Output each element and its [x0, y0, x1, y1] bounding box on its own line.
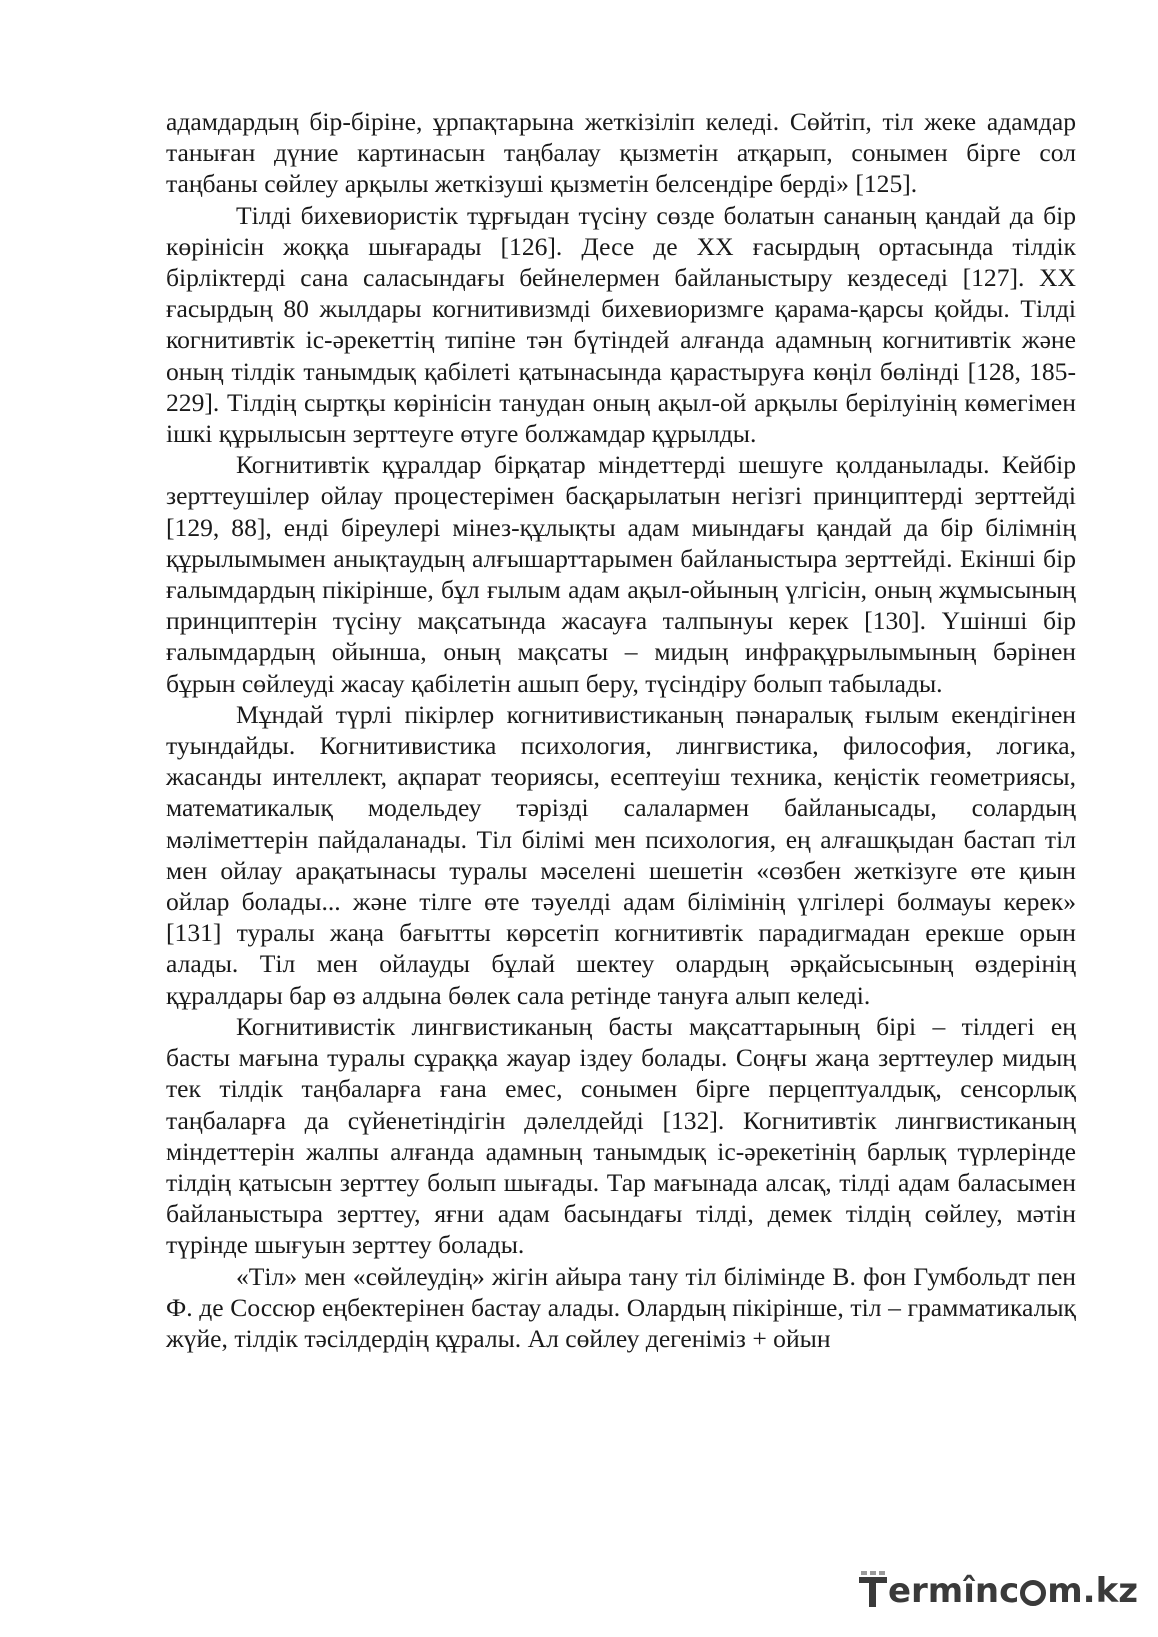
paragraph-2: Тілді бихевиористік тұрғыдан түсіну сөзде болатын сананың қандай да бір көрінісін жоққа шығарады [126]. Десе де ХХ ғасырдың ортасында тілдік бірліктерді сана саласындағы бейнелермен байланыстыру кездеседі [127]. ХХ ғасырдың 80 жылдары когнитивизмді бихевиоризмге қарама-қарсы қойды. Тілді когнитивтік іс-әрекеттің типіне тән бүтіндей алғанда адамның когнитивтік және оның тілдік танымдық қабілеті қатынасында қарастыруға көңіл бөлінді [128, 185-229]. Тілдің сыртқы көрінісін танудан оның ақыл-ой арқылы берілуінің көмегімен ішкі құрылысын зерттеуге өтуге болжамдар құрылды.: [166, 200, 1076, 449]
watermark-text-part-1: ermînc: [887, 1571, 1020, 1611]
watermark-text-part-2: m.kz: [1047, 1571, 1138, 1611]
watermark-o-ring-icon: [1020, 1580, 1046, 1606]
paragraph-6: «Тіл» мен «сөйлеудің» жігін айыра тану тіл білімінде В. фон Гумбольдт пен Ф. де Соссюр еңбектерінен бастау алады. Олардың пікірінше, тіл – грамматикалық жүйе, тілдік тәсілдердің құралы. Ал сөйлеу дегеніміз + ойын: [166, 1261, 1076, 1353]
termincom-watermark-logo: [859, 1567, 1138, 1615]
paragraph-3: Когнитивтік құралдар бірқатар міндеттерді шешуге қолданылады. Кейбір зерттеушілер ойлау процестерімен басқарылатын негізгі принциптерді зерттейді [129, 88], енді біреулері мінез-құлықты адам миындағы қандай да бір білімнің құрылымымен анықтаудың алғышарттарымен байланыстыра зерттейді. Екінші бір ғалымдардың пікірінше, бұл ғылым адам ақыл-ойының үлгісін, оның жұмысының принциптерін түсіну мақсатында жасауға талпынуы керек [130]. Үшінші бір ғалымдардың ойынша, оның мақсаты – мидың инфрақұрылымының бәрінен бұрын сөйлеуді жасау қабілетін ашып беру, түсіндіру болып табылады.: [166, 450, 1076, 698]
watermark-t-glyph-icon: [859, 1571, 887, 1611]
document-body: [166, 106, 1076, 1354]
paragraph-5: Когнитивистік лингвистиканың басты мақсаттарының бірі – тілдегі ең басты мағына туралы сұраққа жауар іздеу болады. Соңғы жаңа зерттеулер мидың тек тілдік таңбаларға ғана емес, сонымен бірге перцептуалдық, сенсорлық таңбаларға да сүйенетіндігін дәлелдейді [132]. Когнитивтік лингвистиканың міндеттерін жалпы алғанда адамның танымдық іс-әрекетінің барлық түрлерінде тілдің қатысын зерттеу болып шығады. Тар мағынада алсақ, тілді адам баласымен байланыстыра зерттеу, яғни адам басындағы тілді, демек тілдің сөйлеу, мәтін түрінде шығуын зерттеу болады.: [166, 1011, 1076, 1260]
paragraph-4: Мұндай түрлі пікірлер когнитивистиканың пәнаралық ғылым екендігінен туындайды. Когнитивистика психология, лингвистика, философия, логика, жасанды интеллект, ақпарат теориясы, есептеуіш техника, кеңістік геометриясы, математикалық модельдеу тәрізді салалармен байланысады, солардың мәліметтерін пайдаланады. Тіл білімі мен психология, ең алғашқыдан бастап тіл мен ойлау арақатынасы туралы мәселені шешетін «сөзбен жеткізуге өте қиын ойлар болады... және тілге өте тәуелді адам білімінің үлгілері болмауы керек» [131] туралы жаңа бағытты көрсетіп когнитивтік парадигмадан ерекше орын алады. Тіл мен ойлауды бұлай шектеу олардың әрқайсысының өздерінің құралдары бар өз алдына бөлек сала ретінде тануға алып келеді.: [166, 699, 1076, 1010]
paragraph-1: адамдардың бір-біріне, ұрпақтарына жеткізіліп келеді. Сөйтіп, тіл жеке адамдар таныған дүние картинасын таңбалау қызметін атқарып, сонымен бірге сол таңбаны сөйлеу арқылы жеткізуші қызметін белсендіре берді» [125].: [166, 107, 1076, 199]
